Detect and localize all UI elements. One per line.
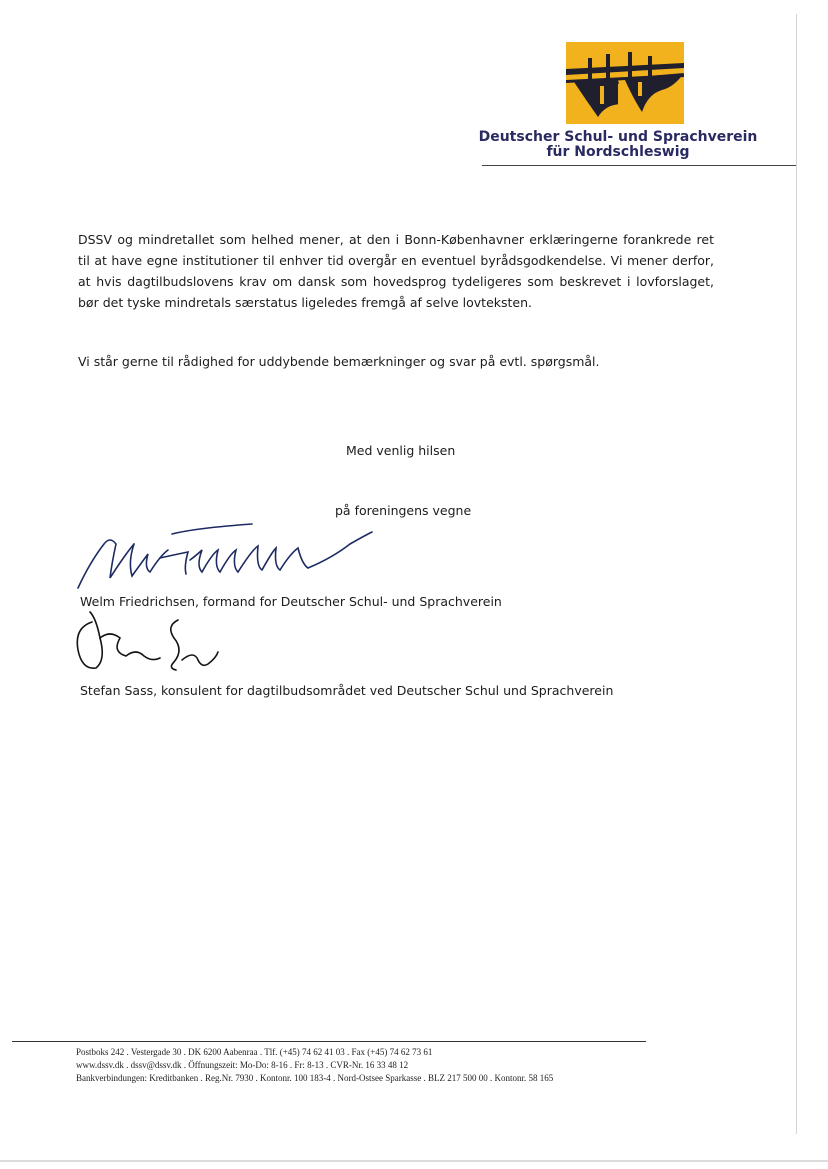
closing-greeting: Med venlig hilsen bbox=[346, 443, 456, 458]
organization-name-line2: für Nordschleswig bbox=[546, 144, 690, 160]
page-edge-bottom bbox=[0, 1160, 828, 1162]
body-paragraph-2: Vi står gerne til rådighed for uddybende bemærkninger og svar på evtl. spørgsmål. bbox=[78, 354, 600, 369]
footer-divider bbox=[12, 1041, 646, 1042]
dssv-logo-icon bbox=[566, 42, 684, 124]
footer-bank-line: Bankverbindungen: Kreditbanken . Reg.Nr. 7930 . Kontonr. 100 183-4 . Nord-Ostsee Sparkasse . BLZ 217 500 00 . Kontonr. 58 165 bbox=[76, 1073, 554, 1083]
signatory-1-name: Welm Friedrichsen, formand for Deutscher Schul- und Sprachverein bbox=[80, 594, 502, 609]
organization-name-line1: Deutscher Schul- und Sprachverein bbox=[478, 129, 758, 145]
signature-stefan-sass bbox=[70, 608, 220, 680]
on-behalf-line: på foreningens vegne bbox=[335, 503, 472, 518]
page-edge-right bbox=[796, 14, 797, 1134]
footer-address-line: Postboks 242 . Vestergade 30 . DK 6200 Aabenraa . Tlf. (+45) 74 62 41 03 . Fax (+45) 74 62 73 61 bbox=[76, 1047, 433, 1057]
footer-contact-line: www.dssv.dk . dssv@dssv.dk . Öffnungszeit: Mo-Do: 8-16 . Fr: 8-13 . CVR-Nr. 16 33 48 12 bbox=[76, 1060, 409, 1070]
signature-welm-friedrichsen bbox=[76, 514, 376, 594]
body-paragraph-1: DSSV og mindretallet som helhed mener, at den i Bonn-Københavner erklæringerne forankrede ret til at have egne institutioner til enhver tid overgår en eventuel byrådsgodkendelse. Vi mener derfor, at hvis dagtilbudslovens krav om dansk som hovedsprog tydeligeres som beskrevet i lovforslaget, bør det tyske mindretals særstatus ligeledes fremgå af selve lovteksten. bbox=[78, 232, 714, 310]
header-divider bbox=[482, 165, 796, 166]
organization-name bbox=[466, 130, 770, 160]
signatory-2-name: Stefan Sass, konsulent for dagtilbudsområdet ved Deutscher Schul und Sprachverein bbox=[80, 683, 614, 698]
footer bbox=[76, 1046, 676, 1085]
